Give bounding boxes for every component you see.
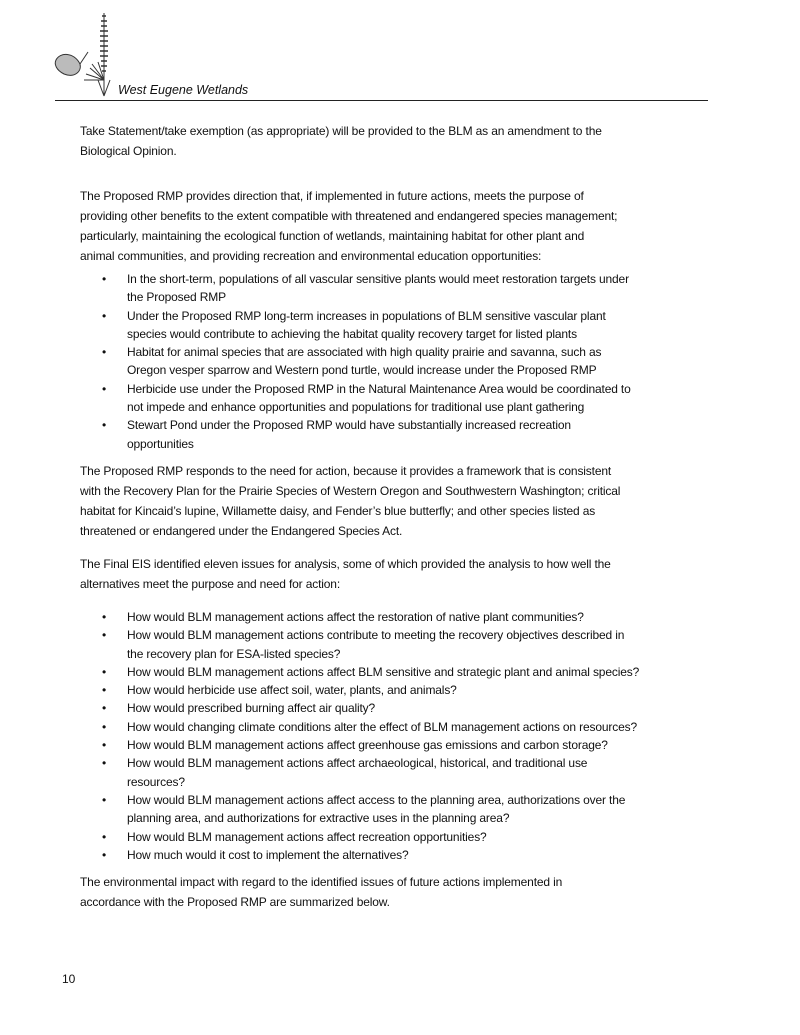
text-line: How would BLM management actions affect greenhouse gas emissions and carbon storage? — [127, 738, 608, 753]
page-number: 10 — [62, 972, 76, 986]
list-item — [80, 270, 631, 307]
text-line: alternatives meet the purpose and need for action: — [80, 577, 341, 591]
paragraph-1 — [80, 121, 602, 161]
benefits-list — [80, 270, 631, 453]
text-line: How would changing climate conditions alter the effect of BLM management actions on resources? — [127, 719, 637, 734]
text-line: the recovery plan for ESA-listed species? — [127, 646, 341, 661]
header-title: West Eugene Wetlands — [118, 83, 249, 97]
bullet-icon: • — [102, 829, 107, 844]
list-item — [80, 343, 631, 380]
bullet-icon: • — [102, 308, 107, 323]
list-item — [80, 699, 639, 717]
list-item — [80, 307, 631, 344]
bullet-icon: • — [102, 272, 107, 286]
text-line: How would prescribed burning affect air quality? — [127, 701, 376, 716]
text-line: species would contribute to achieving the habitat quality recovery target for listed plants — [127, 326, 577, 341]
text-line: animal communities, and providing recreation and environmental education opportunities: — [80, 249, 542, 263]
bullet-icon: • — [102, 719, 107, 734]
paragraph-5 — [80, 872, 562, 912]
bullet-icon: • — [102, 792, 107, 807]
bullet-icon: • — [102, 701, 107, 716]
list-item — [80, 380, 631, 417]
text-line: Biological Opinion. — [80, 144, 177, 158]
text-line: In the short-term, populations of all vascular sensitive plants would meet restoration targets under — [127, 272, 629, 286]
list-item — [80, 754, 639, 791]
paragraph-4 — [80, 554, 611, 594]
text-line: How much would it cost to implement the alternatives? — [127, 847, 409, 862]
bullet-icon: • — [102, 756, 107, 771]
header-rule — [55, 100, 708, 101]
paragraph-3 — [80, 461, 620, 541]
text-line: the Proposed RMP — [127, 290, 226, 305]
text-line: Under the Proposed RMP long-term increases in populations of BLM sensitive vascular plant — [127, 308, 606, 323]
text-line: Oregon vesper sparrow and Western pond turtle, would increase under the Proposed RMP — [127, 363, 597, 378]
text-line: not impede and enhance opportunities and populations for traditional use plant gathering — [127, 400, 585, 415]
bullet-icon: • — [102, 418, 107, 433]
bullet-icon: • — [102, 345, 107, 360]
list-item — [80, 416, 631, 453]
bullet-icon: • — [102, 683, 107, 698]
list-item — [80, 736, 639, 754]
text-line: The Proposed RMP provides direction that, if implemented in future actions, meets the purpose of — [80, 189, 584, 203]
list-item — [80, 681, 639, 699]
text-line: How would BLM management actions affect BLM sensitive and strategic plant and animal species? — [127, 664, 640, 679]
bullet-icon: • — [102, 738, 107, 753]
bullet-icon: • — [102, 381, 107, 396]
text-line: planning area, and authorizations for extractive uses in the planning area? — [127, 811, 510, 826]
list-item — [80, 718, 639, 736]
list-item — [80, 663, 639, 681]
text-line: The Proposed RMP responds to the need for action, because it provides a framework that is consistent — [80, 464, 612, 478]
text-line: How would BLM management actions affect access to the planning area, authorizations over the — [127, 792, 626, 807]
text-line: providing other benefits to the extent compatible with threatened and endangered species management; — [80, 209, 618, 223]
text-line: How would herbicide use affect soil, water, plants, and animals? — [127, 683, 457, 698]
issues-list — [80, 608, 639, 864]
text-line: with the Recovery Plan for the Prairie Species of Western Oregon and Southwestern Washington; critical — [80, 484, 621, 498]
text-line: Stewart Pond under the Proposed RMP would have substantially increased recreation — [127, 418, 571, 433]
text-line: resources? — [127, 774, 185, 789]
list-item — [80, 791, 639, 828]
bullet-icon: • — [102, 628, 107, 643]
bullet-icon: • — [102, 664, 107, 679]
text-line: How would BLM management actions affect archaeological, historical, and traditional use — [127, 756, 588, 771]
text-line: opportunities — [127, 436, 194, 451]
text-line: How would BLM management actions contribute to meeting the recovery objectives described in — [127, 628, 625, 643]
list-item — [80, 626, 639, 663]
bullet-icon: • — [102, 610, 107, 624]
text-line: accordance with the Proposed RMP are summarized below. — [80, 895, 390, 909]
list-item — [80, 608, 639, 626]
text-line: habitat for Kincaid’s lupine, Willamette daisy, and Fender’s blue butterfly; and other species listed as — [80, 504, 596, 518]
text-line: How would BLM management actions affect the restoration of native plant communities? — [127, 610, 584, 624]
text-line: The Final EIS identified eleven issues for analysis, some of which provided the analysis to how well the — [80, 557, 611, 571]
text-line: particularly, maintaining the ecological function of wetlands, maintaining habitat for other plant and — [80, 229, 585, 243]
paragraph-2 — [80, 186, 617, 266]
text-line: Habitat for animal species that are associated with high quality prairie and savanna, such as — [127, 345, 602, 360]
bullet-icon: • — [102, 847, 107, 862]
text-line: Herbicide use under the Proposed RMP in the Natural Maintenance Area would be coordinated to — [127, 381, 631, 396]
text-line: How would BLM management actions affect recreation opportunities? — [127, 829, 487, 844]
list-item — [80, 846, 639, 864]
text-line: Take Statement/take exemption (as appropriate) will be provided to the BLM as an amendment to the — [80, 124, 602, 138]
text-line: The environmental impact with regard to the identified issues of future actions implemented in — [80, 875, 563, 889]
list-item — [80, 828, 639, 846]
text-line: threatened or endangered under the Endangered Species Act. — [80, 524, 403, 538]
